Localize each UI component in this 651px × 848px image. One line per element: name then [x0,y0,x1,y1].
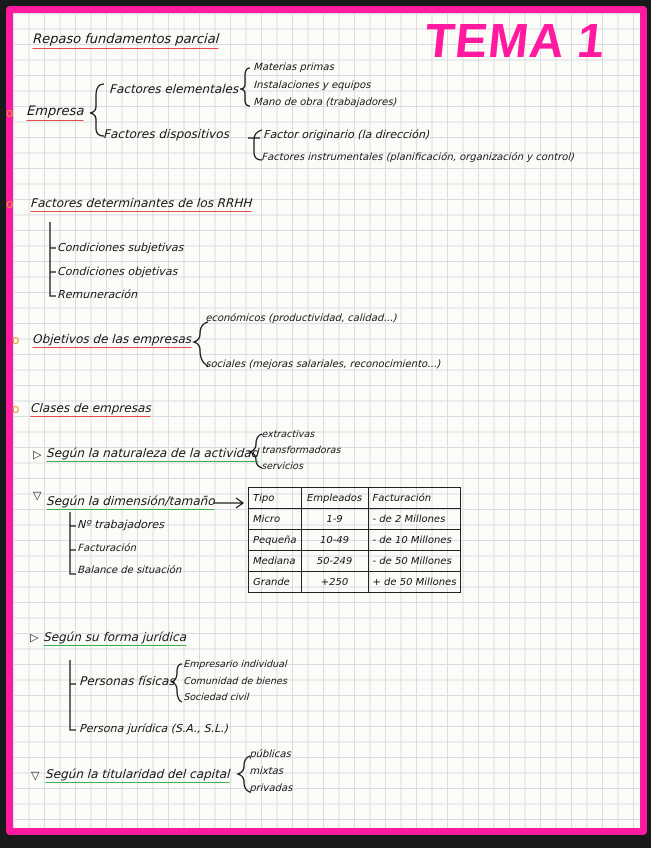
table-cell: Mediana [249,551,302,572]
table-cell: - de 10 Millones [368,530,461,551]
table-cell: Grande [249,572,302,593]
table-header: Tipo [249,488,302,509]
table-cell: + de 50 Millones [368,572,461,593]
objetivos-label: Objetivos de las empresas [32,332,193,346]
table-cell: 50-249 [301,551,368,572]
table-row [249,551,461,572]
table-cell: - de 2 Millones [368,509,461,530]
table-cell: 10-49 [301,530,368,551]
heading: Repaso fundamentos parcial [32,32,220,47]
fisicas-label: Personas físicas [79,674,177,688]
clases-label: Clases de empresas [30,401,153,415]
table-cell: +250 [301,572,368,593]
naturaleza-item: transformadoras [261,445,342,456]
table-row [249,572,461,593]
triangle-bullet-icon: ▷ [30,631,39,644]
table-header: Empleados [301,488,368,509]
table-cell: 1-9 [301,509,368,530]
table-cell: - de 50 Millones [368,551,461,572]
elementales-item: Instalaciones y equipos [253,80,372,91]
elementales-item: Mano de obra (trabajadores) [253,97,398,108]
rrhh-item: Condiciones objetivas [57,265,179,278]
bullet: o [6,106,14,120]
table-row [249,530,461,551]
dispositivos-item: Factores instrumentales (planificación, organización y control) [261,152,576,163]
titularidad-item: mixtas [249,766,285,777]
triangle-bullet-icon: ▽ [33,489,42,502]
dispositivos-item: Factor originario (la dirección) [263,128,431,141]
empresa-label: Empresa [26,104,85,119]
dimension-item: Facturación [77,543,137,554]
titularidad-item: privadas [249,783,294,794]
table-cell: Micro [249,509,302,530]
dimension-label: Según la dimensión/tamaño [46,494,216,508]
titularidad-label: Según la titularidad del capital [45,767,231,781]
naturaleza-item: servicios [261,461,304,472]
page-title-tema: TEMA 1 [422,15,609,68]
fisicas-item: Empresario individual [183,659,288,670]
rrhh-item: Condiciones subjetivas [57,241,185,254]
juridica-label: Según su forma jurídica [43,630,188,644]
table-row [249,509,461,530]
titularidad-item: públicas [249,749,292,760]
rrhh-label: Factores determinantes de los RRHH [30,196,253,210]
bullet: o [6,197,14,211]
elementales-item: Materias primas [253,62,335,73]
size-table [248,487,461,593]
objetivos-item: económicos (productividad, calidad...) [205,313,398,324]
triangle-bullet-icon: ▽ [31,769,40,782]
table-header-row [249,488,461,509]
triangle-bullet-icon: ▷ [33,448,42,461]
bullet: o [12,402,20,416]
dispositivos-label: Factores dispositivos [103,127,231,141]
bullet: o [12,333,20,347]
objetivos-item: sociales (mejoras salariales, reconocimiento...) [205,359,442,370]
fisicas-item: Sociedad civil [183,692,250,703]
table-cell: Pequeña [249,530,302,551]
dimension-item: Balance de situación [77,565,183,576]
table-header: Facturación [368,488,461,509]
elementales-label: Factores elementales [109,82,240,96]
juridica-item: Persona jurídica (S.A., S.L.) [79,722,230,735]
naturaleza-label: Según la naturaleza de la actividad [46,446,260,460]
dimension-item: Nº trabajadores [77,518,166,531]
rrhh-item: Remuneración [57,288,139,301]
naturaleza-item: extractivas [261,429,316,440]
fisicas-item: Comunidad de bienes [183,676,288,687]
